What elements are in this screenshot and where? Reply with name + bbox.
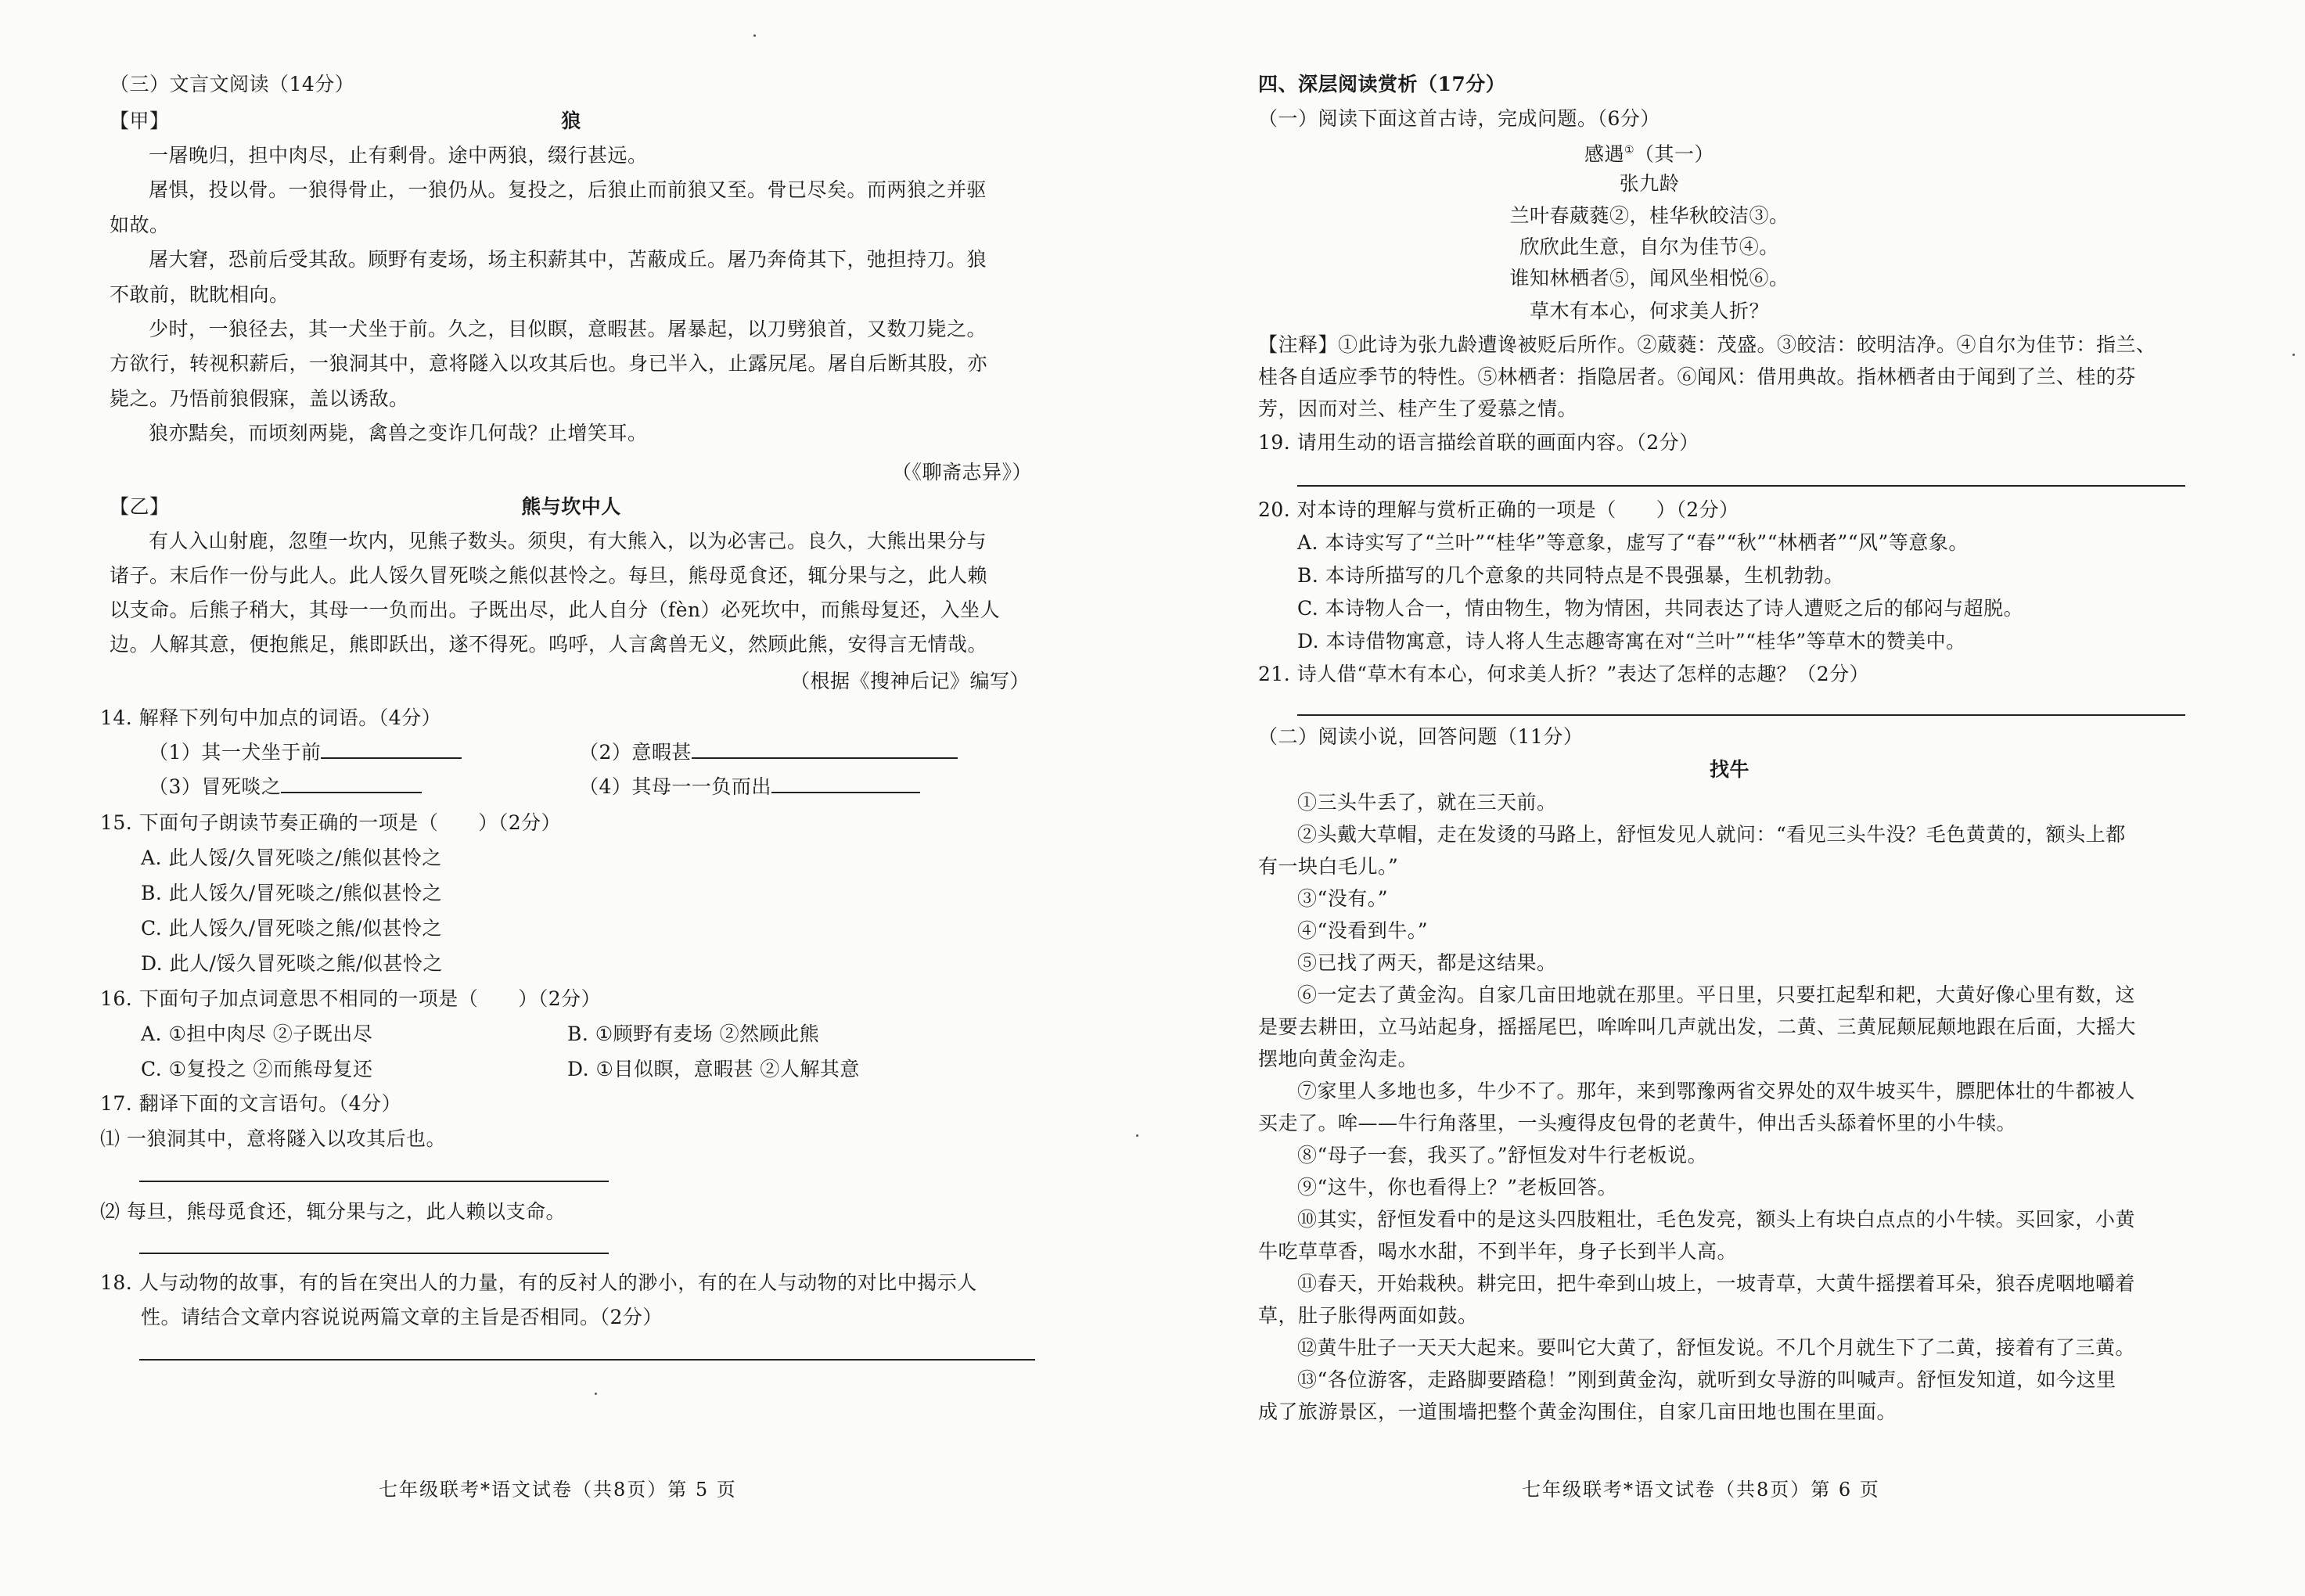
answer-blank[interactable] bbox=[692, 740, 958, 759]
answer-blank[interactable] bbox=[771, 775, 920, 793]
answer-line[interactable] bbox=[139, 1253, 609, 1254]
answer-line[interactable] bbox=[1297, 714, 2185, 716]
scan-speck bbox=[1136, 1134, 1138, 1137]
story-line: 有一块白毛儿。” bbox=[1258, 855, 1399, 878]
poem-line: 草木有本心，何求美人折？ bbox=[1529, 300, 1769, 322]
passage-jia-source: （《聊斋志异》） bbox=[892, 461, 1033, 483]
story-line: ④“没看到牛。” bbox=[1297, 919, 1429, 942]
passage-jia-label: 【甲】 bbox=[110, 110, 170, 132]
subsection-story: （二）阅读小说，回答问题（11分） bbox=[1258, 725, 1584, 748]
q15-option-d[interactable]: D. 此人/馁久冒死啖之熊/似甚怜之 bbox=[141, 952, 443, 975]
q17-item-2: ⑵ 每旦，熊母觅食还，辄分果与之，此人赖以支命。 bbox=[100, 1200, 566, 1223]
question-14: 14. 解释下列句中加点的词语。（4分） bbox=[100, 706, 442, 729]
passage-jia-line: 如故。 bbox=[110, 214, 170, 236]
story-line: 摆地向黄金沟走。 bbox=[1258, 1048, 1419, 1070]
right-page bbox=[1152, 0, 2305, 1596]
q20-option-d[interactable]: D. 本诗借物寓意，诗人将人生志趣寄寓在对“兰叶”“桂华”等草木的赞美中。 bbox=[1297, 630, 1966, 652]
question-18-line: 18. 人与动物的故事，有的旨在突出人的力量，有的反衬人的渺小，有的在人与动物的对比中揭示人 bbox=[100, 1271, 977, 1294]
scan-speck bbox=[2292, 354, 2295, 356]
q15-option-a[interactable]: A. 此人馁/久冒死啖之/熊似甚怜之 bbox=[141, 847, 442, 869]
q20-option-c[interactable]: C. 本诗物人合一，情由物生，物为情困，共同表达了诗人遭贬之后的郁闷与超脱。 bbox=[1297, 597, 2024, 620]
question-19: 19. 请用生动的语言描绘首联的画面内容。（2分） bbox=[1258, 431, 1699, 454]
question-18-line: 性。请结合文章内容说说两篇文章的主旨是否相同。（2分） bbox=[141, 1306, 663, 1328]
passage-jia-line: 一屠晚归，担中肉尽，止有剩骨。途中两狼，缀行甚远。 bbox=[149, 144, 648, 167]
poem-notes-line: 【注释】①此诗为张九龄遭谗被贬后所作。②葳蕤：茂盛。③皎洁：皎明洁净。④自尔为佳节：指兰、 bbox=[1258, 333, 2156, 356]
passage-jia-line: 方欲行，转视积薪后，一狼洞其中，意将隧入以攻其后也。身已半入，止露尻尾。屠自后断其股，亦 bbox=[110, 352, 988, 375]
story-line: ⑦家里人多地也多，牛少不了。那年，来到鄂豫两省交界处的双牛坡买牛，膘肥体壮的牛都被人 bbox=[1297, 1080, 2136, 1102]
story-line: ⑥一定去了黄金沟。自家几亩田地就在那里。平日里，只要扛起犁和耙，大黄好像心里有数，这 bbox=[1297, 983, 2136, 1006]
q15-option-b[interactable]: B. 此人馁久/冒死啖之/熊似甚怜之 bbox=[141, 882, 443, 904]
q20-option-a[interactable]: A. 本诗实写了“兰叶”“桂华”等意象，虚写了“春”“秋”“林栖者”“风”等意象。 bbox=[1297, 531, 1969, 554]
passage-yi-line: 边。人解其意，便抱熊足，熊即跃出，遂不得死。呜呼，人言禽兽无义，然顾此熊，安得言无情哉。 bbox=[110, 633, 988, 656]
passage-jia-line: 屠大窘，恐前后受其敌。顾野有麦场，场主积薪其中，苫蔽成丘。屠乃奔倚其下，弛担持刀。狼 bbox=[149, 248, 987, 271]
question-15: 15. 下面句子朗读节奏正确的一项是（ ）（2分） bbox=[100, 811, 562, 834]
section-title-classical: （三）文言文阅读（14分） bbox=[110, 73, 355, 95]
q14-item: （2）意暇甚 bbox=[579, 740, 958, 765]
story-line: ⑨“这牛，你也看得上？”老板回答。 bbox=[1297, 1176, 1618, 1199]
passage-yi-line: 以支命。后熊子稍大，其母一一负而出。子既出尽，此人自分（fèn）必死坎中，而熊母复还，入坐人 bbox=[110, 598, 1001, 621]
story-title: 找牛 bbox=[1709, 758, 1749, 781]
story-line: ⑤已找了两天，都是这结果。 bbox=[1297, 951, 1557, 974]
q15-option-c[interactable]: C. 此人馁久/冒死啖之熊/似甚怜之 bbox=[141, 917, 442, 940]
answer-blank[interactable] bbox=[281, 775, 422, 793]
story-line: ③“没有。” bbox=[1297, 887, 1389, 910]
q14-item: （1）其一犬坐于前 bbox=[149, 740, 462, 765]
answer-line[interactable] bbox=[139, 1359, 1035, 1361]
story-line: 牛吃草草香，喝水水甜，不到半年，身子长到半人高。 bbox=[1258, 1240, 1738, 1263]
question-16: 16. 下面句子加点词意思不相同的一项是（ ）（2分） bbox=[100, 987, 602, 1010]
page-footer: 七年级联考*语文试卷（共8页）第 6 页 bbox=[1522, 1479, 1880, 1501]
subsection-poem: （一）阅读下面这首古诗，完成问题。（6分） bbox=[1258, 107, 1660, 130]
scan-speck bbox=[753, 34, 756, 37]
story-line: ⑩其实，舒恒发看中的是这头四肢粗壮，毛色发亮，额头上有块白点点的小牛犊。买回家，小黄 bbox=[1297, 1208, 2136, 1231]
poem-line: 谁知林栖者⑤，闻风坐相悦⑥。 bbox=[1509, 267, 1789, 289]
passage-yi-line: 诸子。末后作一份与此人。此人馁久冒死啖之熊似甚怜之。每旦，熊母觅食还，辄分果与之，此人赖 bbox=[110, 564, 988, 587]
story-line: ⑪春天，开始栽秧。耕完田，把牛牵到山坡上，一坡青草，大黄牛摇摆着耳朵，狼吞虎咽地嚼着 bbox=[1297, 1272, 2136, 1295]
question-17: 17. 翻译下面的文言语句。（4分） bbox=[100, 1092, 402, 1115]
question-20: 20. 对本诗的理解与赏析正确的一项是（ ）（2分） bbox=[1258, 498, 1739, 521]
q16-option-a[interactable]: A. ①担中肉尽 ②子既出尽 bbox=[141, 1023, 373, 1045]
passage-jia-line: 不敢前，眈眈相向。 bbox=[110, 283, 289, 306]
q14-item: （4）其母一一负而出 bbox=[579, 775, 920, 800]
answer-line[interactable] bbox=[1297, 485, 2185, 487]
passage-jia-line: 毙之。乃悟前狼假寐，盖以诱敌。 bbox=[110, 387, 409, 410]
story-line: ②头戴大草帽，走在发烫的马路上，舒恒发见人就问：“看见三头牛没？毛色黄黄的，额头上都 bbox=[1297, 823, 2126, 846]
story-line: 成了旅游景区，一道围墙把整个黄金沟围住，自家几亩田地也围在里面。 bbox=[1258, 1400, 1897, 1423]
passage-jia-title: 狼 bbox=[561, 110, 581, 132]
poem-line: 兰叶春葳蕤②，桂华秋皎洁③。 bbox=[1509, 204, 1789, 227]
q14-item: （3）冒死啖之 bbox=[149, 775, 422, 800]
page-footer: 七年级联考*语文试卷（共8页）第 5 页 bbox=[379, 1479, 737, 1501]
passage-jia-line: 狼亦黠矣，而顷刻两毙，禽兽之变诈几何哉？止增笑耳。 bbox=[149, 422, 648, 444]
poem-notes-line: 桂各自适应季节的特性。⑤林栖者：指隐居者。⑥闻风：借用典故。指林栖者由于闻到了兰、桂的芬 bbox=[1258, 365, 2137, 388]
story-line: ⑧“母子一套，我买了。”舒恒发对牛行老板说。 bbox=[1297, 1144, 1708, 1166]
q16-option-c[interactable]: C. ①复投之 ②而熊母复还 bbox=[141, 1058, 373, 1080]
q16-option-b[interactable]: B. ①顾野有麦场 ②然顾此熊 bbox=[567, 1023, 820, 1045]
story-line: 草，肚子胀得两面如鼓。 bbox=[1258, 1304, 1478, 1327]
story-line: 买走了。哞——牛行角落里，一头瘦得皮包骨的老黄牛，伸出舌头舔着怀里的小牛犊。 bbox=[1258, 1112, 2017, 1134]
passage-yi-line: 有人入山射鹿，忽堕一坎内，见熊子数头。须臾，有大熊入，以为必害己。良久，大熊出果分与 bbox=[149, 530, 987, 552]
left-page bbox=[0, 0, 1152, 1596]
scan-speck bbox=[595, 1393, 597, 1395]
question-21: 21. 诗人借“草木有本心，何求美人折？”表达了怎样的志趣？（2分） bbox=[1258, 663, 1870, 685]
q16-option-d[interactable]: D. ①目似瞑，意暇甚 ②人解其意 bbox=[567, 1058, 860, 1080]
story-line: ⑬“各位游客，走路脚要踏稳！”刚到黄金沟，就听到女导游的叫喊声。舒恒发知道，如今这里 bbox=[1297, 1368, 2116, 1391]
story-line: ①三头牛丢了，就在三天前。 bbox=[1297, 791, 1557, 814]
poem-notes-line: 芳，因而对兰、桂产生了爱慕之情。 bbox=[1258, 397, 1578, 420]
story-line: 是要去耕田，立马站起身，摇摇尾巴，哞哞叫几声就出发，二黄、三黄屁颠屁颠地跟在后面，大摇大 bbox=[1258, 1015, 2137, 1038]
q20-option-b[interactable]: B. 本诗所描写的几个意象的共同特点是不畏强暴，生机勃勃。 bbox=[1297, 564, 1844, 587]
passage-yi-title: 熊与坎中人 bbox=[521, 495, 621, 518]
answer-blank[interactable] bbox=[321, 740, 462, 759]
story-line: ⑫黄牛肚子一天天大起来。要叫它大黄了，舒恒发说。不几个月就生下了二黄，接着有了三黄。 bbox=[1297, 1336, 2136, 1359]
passage-yi-source: （根据《搜神后记》编写） bbox=[790, 670, 1030, 692]
section-title-deep-reading: 四、深层阅读赏析（17分） bbox=[1258, 73, 1506, 95]
poem-author: 张九龄 bbox=[1619, 172, 1680, 195]
passage-yi-label: 【乙】 bbox=[110, 495, 170, 518]
q17-item-1: ⑴ 一狼洞其中，意将隧入以攻其后也。 bbox=[100, 1127, 446, 1150]
passage-jia-line: 屠惧，投以骨。一狼得骨止，一狼仍从。复投之，后狼止而前狼又至。骨已尽矣。而两狼之并驱 bbox=[149, 178, 987, 201]
answer-line[interactable] bbox=[139, 1181, 609, 1182]
passage-jia-line: 少时，一狼径去，其一犬坐于前。久之，目似瞑，意暇甚。屠暴起，以刀劈狼首，又数刀毙之。 bbox=[149, 318, 987, 340]
poem-line: 欣欣此生意，自尔为佳节④。 bbox=[1519, 235, 1779, 258]
poem-title: 感遇①（其一） bbox=[1584, 142, 1715, 166]
